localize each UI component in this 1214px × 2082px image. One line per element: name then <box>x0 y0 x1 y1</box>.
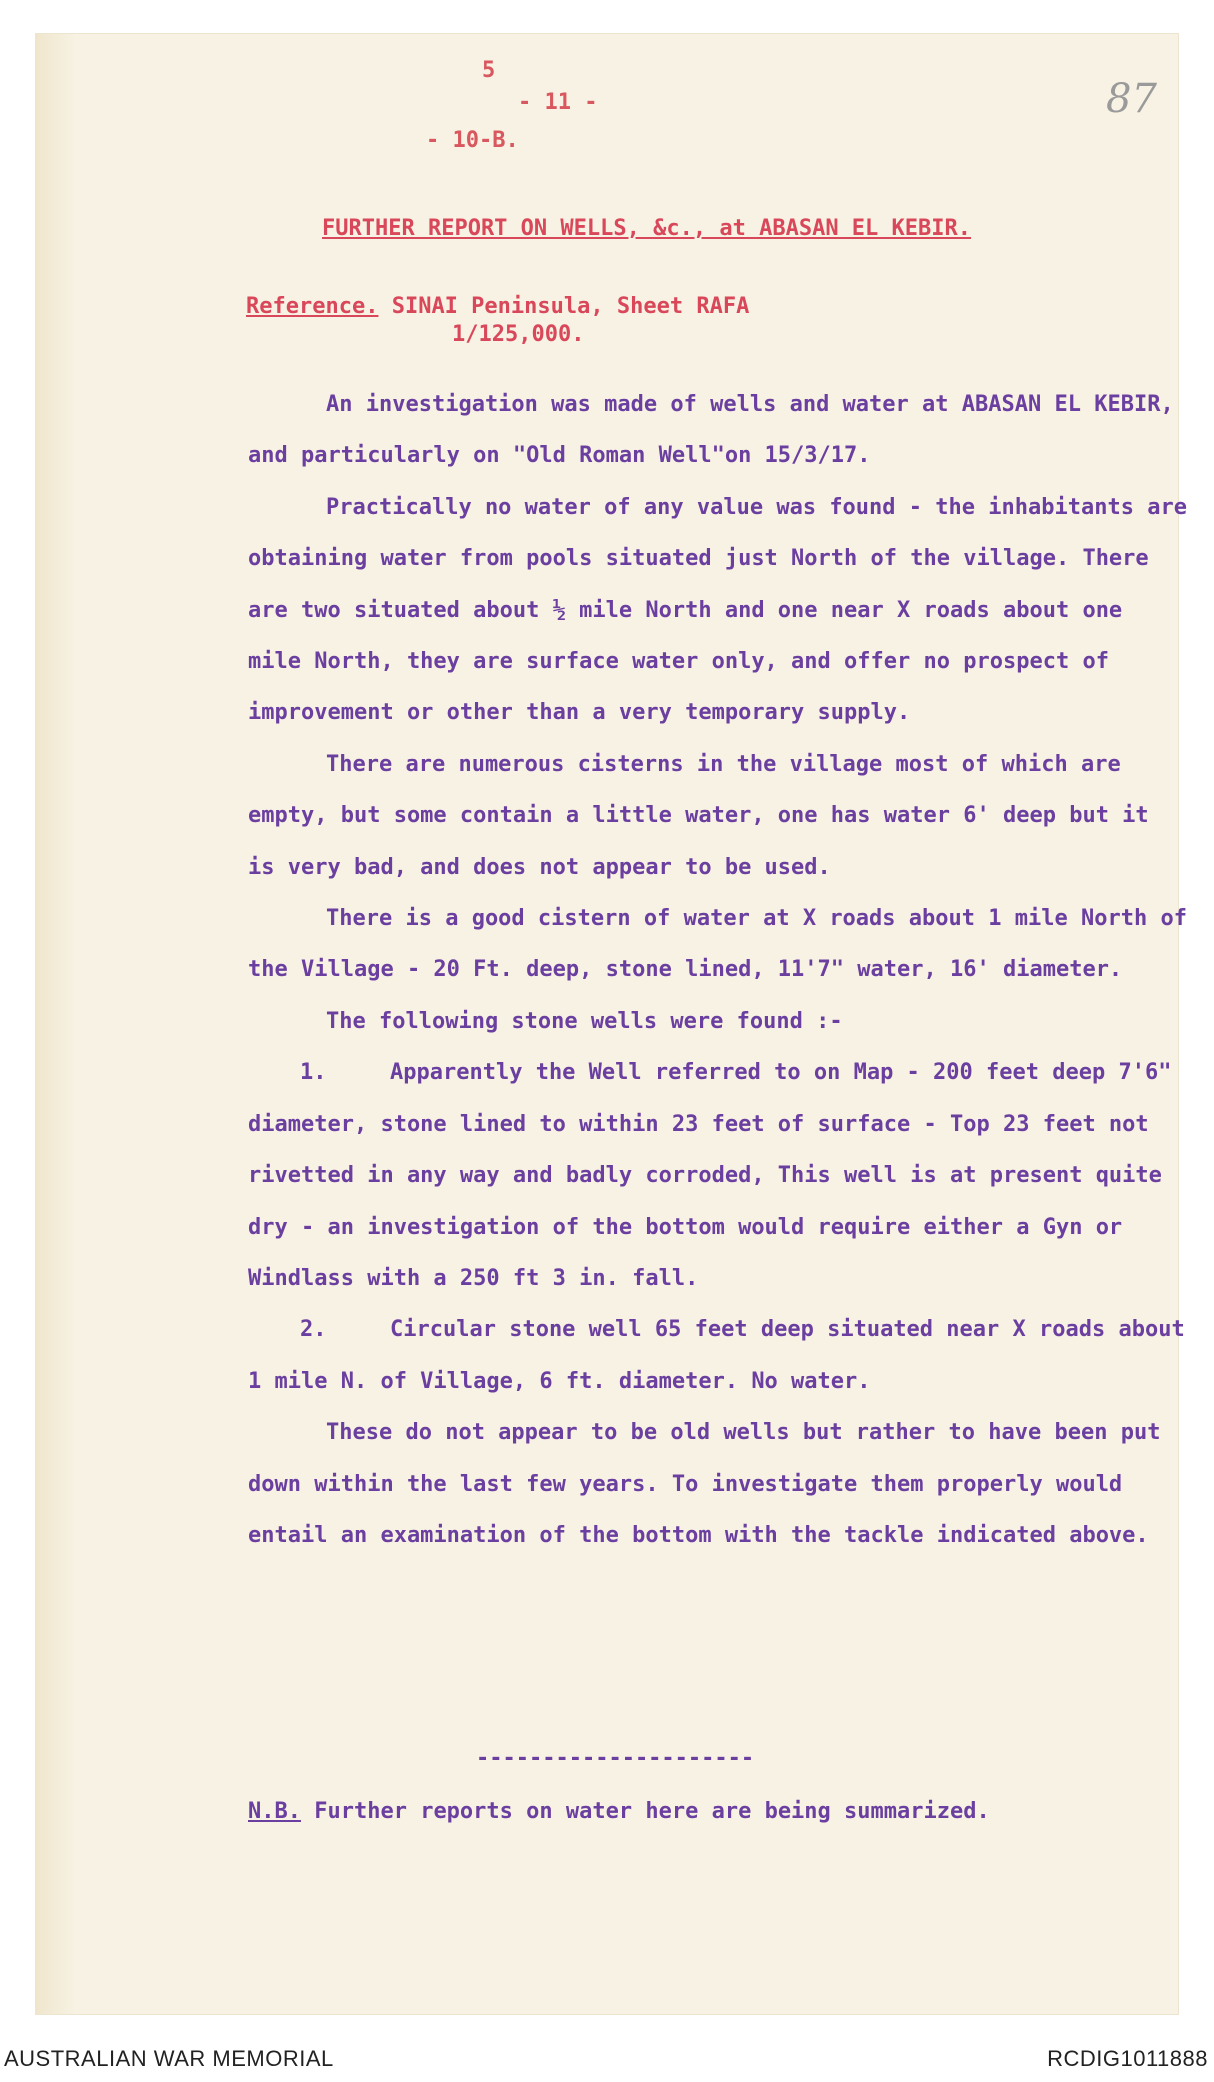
reference-scale: 1/125,000. <box>452 322 585 347</box>
paragraph: The following stone wells were found :- <box>326 1008 843 1034</box>
handwritten-folio-number: 87 <box>1106 76 1157 122</box>
paragraph: An investigation was made of wells and water at ABASAN EL KEBIR, and particularly on "Old Roman Well"on 15/3/17. <box>248 392 1174 469</box>
paragraph: There are numerous cisterns in the village most of which are empty, but some contain a little water, one has water 6' deep but it is very bad, and does not appear to be used. <box>248 751 1149 880</box>
note-line <box>248 1799 990 1824</box>
note-text: Further reports on water here are being summarized. <box>314 1799 990 1824</box>
footer-institution: AUSTRALIAN WAR MEMORIAL <box>4 2046 334 2071</box>
footer-record-id: RCDIG1011888 <box>1047 2046 1208 2071</box>
page-number-10b: - 10-B. <box>426 128 519 153</box>
numbered-item <box>248 1304 1188 1407</box>
reference-text: SINAI Peninsula, Sheet RAFA <box>391 294 750 319</box>
page-number-11: - 11 - <box>518 90 598 115</box>
numbered-item <box>248 1047 1188 1304</box>
item-text: Apparently the Well referred to on Map - 200 feet deep 7'6" diameter, stone lined to within 23 feet of surface - Top 23 feet not rivetted in any way and badly corroded, This well is at present quite dry - an investigation of the bottom would require either a Gyn or Windlass with a 250 ft 3 in. fall. <box>248 1060 1172 1291</box>
item-text: Circular stone well 65 feet deep situated near X roads about 1 mile N. of Village, 6 ft. diameter. No water. <box>248 1317 1185 1394</box>
report-title: FURTHER REPORT ON WELLS, &c., at ABASAN EL KEBIR. <box>322 216 972 241</box>
reference-label: Reference. <box>246 294 379 319</box>
item-number: 2. <box>300 1317 327 1343</box>
paragraph: There is a good cistern of water at X roads about 1 mile North of the Village - 20 Ft. deep, stone lined, 11'7" water, 16' diameter. <box>248 906 1187 983</box>
reference-line <box>246 294 749 319</box>
closing-paragraph: These do not appear to be old wells but rather to have been put down within the last few years. To investigate them properly would entail an examination of the bottom with the tackle indicated above. <box>248 1420 1161 1548</box>
paragraph: Practically no water of any value was found - the inhabitants are obtaining water from pools situated just North of the village. There are two situated about ½ mile North and one near X roads about one mile North, they are surface water only, and offer no prospect of improvement or other than a very temporary supply. <box>248 494 1187 726</box>
report-body <box>248 379 1188 1561</box>
note-label: N.B. <box>248 1799 301 1824</box>
divider-line: --------------------- <box>476 1746 755 1771</box>
item-number: 1. <box>300 1060 327 1086</box>
page-number-5: 5 <box>482 58 496 83</box>
document-sheet <box>36 34 1187 2014</box>
